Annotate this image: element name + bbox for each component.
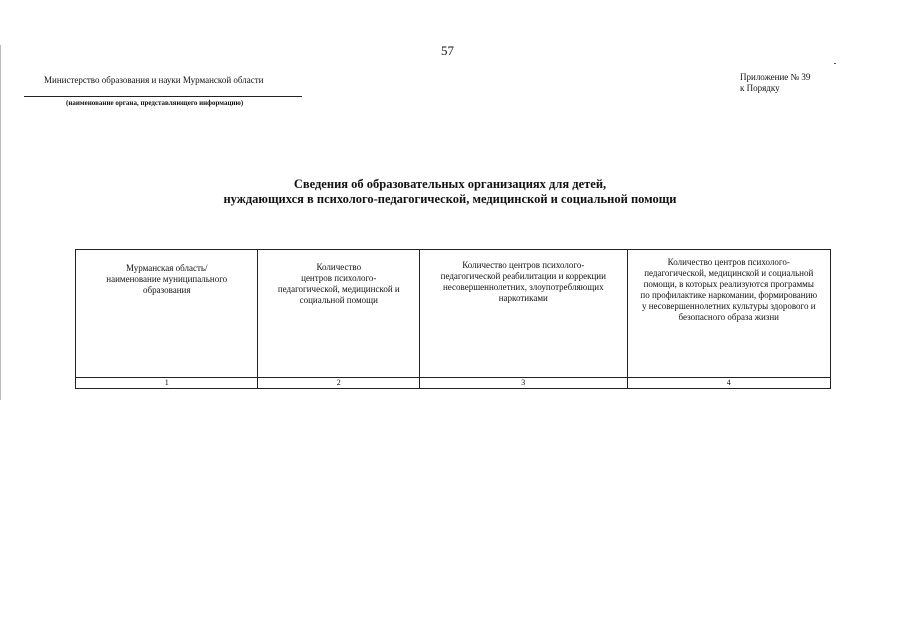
scan-speck [834,63,836,64]
header-cell-rehab-centers [420,250,627,378]
column-number-3: 3 [420,378,627,389]
column-number-2: 2 [258,378,420,389]
organization-caption: (наименование органа, представляющего информацию) [66,99,244,107]
header-text-rehab-centers: Количество центров психолого- педагогической реабилитации и коррекции несовершеннолетних, злоупотребляющих наркотиками [440,260,606,303]
title-line-2: нуждающихся в психолого-педагогической, медицинской и социальной помощи [223,192,677,206]
header-text-ppms-centers: Количество центров психолого- педагогической, медицинской и социальной помощи [277,262,400,305]
header-cell-region [76,250,258,378]
header-text-prevention-centers: Количество центров психолого- педагогической, медицинской и социальной помощи, в которых реализуются программы по профилактике наркомании, формированию у несовершеннолетних культуры здорового и безопасного образа жизни [640,257,818,322]
column-number-4: 4 [627,378,830,389]
table-header-row [76,250,831,378]
document-title [150,177,750,207]
appendix-reference: к Порядку [740,83,780,93]
data-table [75,249,831,389]
page-number: 57 [441,43,454,58]
appendix-number: Приложение № 39 [740,72,811,82]
title-line-1: Сведения об образовательных организациях для детей, [293,177,607,191]
column-number-1: 1 [76,378,258,389]
header-cell-ppms-centers [258,250,420,378]
organization-underline [24,96,302,97]
column-number-row [76,378,831,389]
header-cell-prevention-centers [627,250,830,378]
appendix-note [740,72,810,94]
organization-name: Министерство образования и науки Мурманской области [44,75,264,85]
scan-edge-shadow [0,45,1,400]
header-text-region: Мурманская область/ наименование муниципального образования [106,263,228,295]
